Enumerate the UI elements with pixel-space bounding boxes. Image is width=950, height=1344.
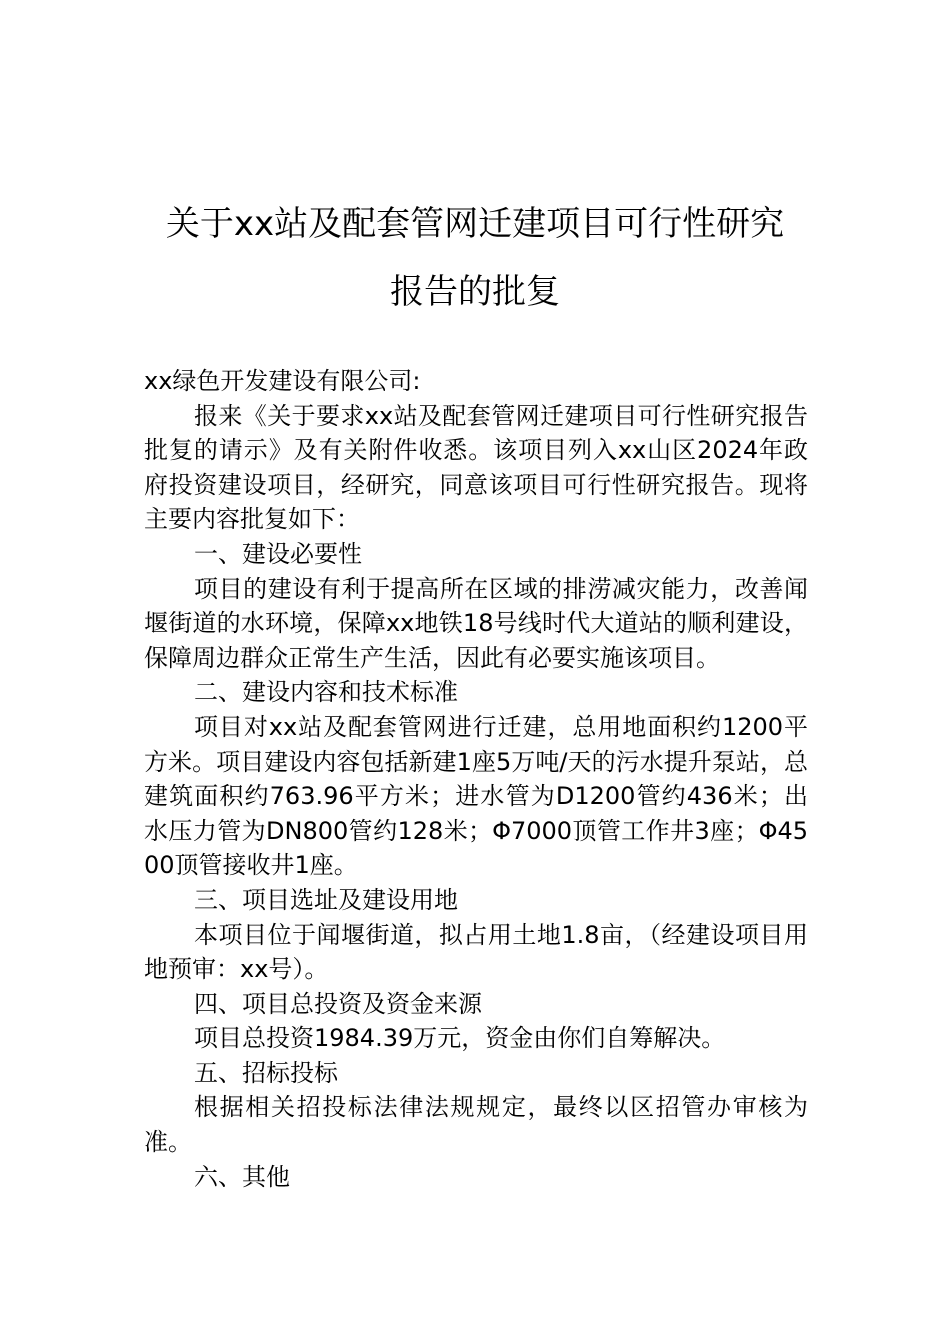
investment-paragraph: 项目总投资1984.39万元，资金由你们自筹解决。 — [194, 1024, 726, 1053]
content-paragraph: 项目对xx站及配套管网进行迁建，总用地面积约1200平方米。项目建设内容包括新建1座5万吨/天的污水提升泵站，总建筑面积约763.96平方米；进水管为D1200管约436米；出水压力管为DN800管约128米；Φ7000顶管工作井3座；Φ4500顶管接收井1座。 — [144, 712, 808, 880]
document-title-line-2: 报告的批复 — [390, 272, 560, 312]
section-heading-necessity: 一、建设必要性 — [194, 539, 362, 568]
section-heading-bidding: 五、招标投标 — [194, 1058, 338, 1087]
section-heading-content: 二、建设内容和技术标准 — [194, 678, 458, 707]
section-heading-other: 六、其他 — [194, 1162, 290, 1191]
bidding-paragraph: 根据相关招投标法律法规规定，最终以区招管办审核为准。 — [144, 1093, 808, 1157]
site-paragraph: 本项目位于闻堰街道，拟占用土地1.8亩，（经建设项目用地预审：xx号）。 — [144, 920, 808, 984]
intro-paragraph: 报来《关于要求xx站及配套管网迁建项目可行性研究报告批复的请示》及有关附件收悉。该项目列入xx山区2024年政府投资建设项目，经研究，同意该项目可行性研究报告。现将主要内容批复如下： — [144, 401, 808, 534]
addressee: xx绿色开发建设有限公司: — [144, 367, 421, 395]
section-heading-site: 三、项目选址及建设用地 — [194, 885, 458, 914]
document-body — [144, 364, 808, 1194]
section-heading-investment: 四、项目总投资及资金来源 — [194, 989, 482, 1018]
document-title-line-1: 关于xx站及配套管网迁建项目可行性研究 — [165, 204, 785, 244]
necessity-paragraph: 项目的建设有利于提高所在区域的排涝减灾能力，改善闻堰街道的水环境，保障xx地铁18号线时代大道站的顺利建设，保障周边群众正常生产生活，因此有必要实施该项目。 — [144, 574, 808, 672]
